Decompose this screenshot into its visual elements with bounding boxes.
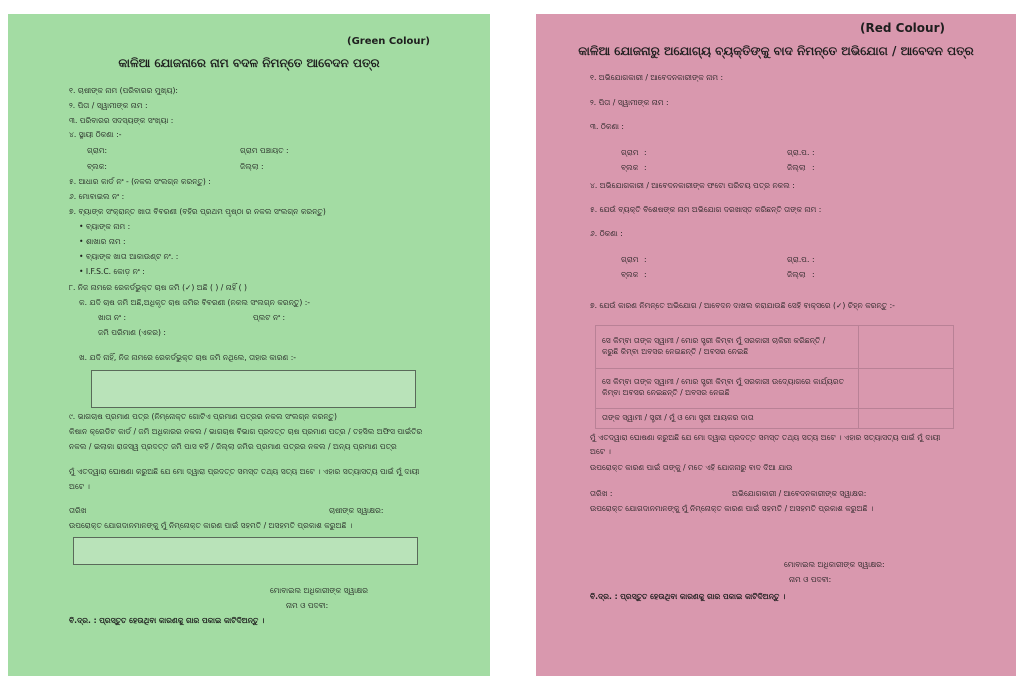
complainant-signature-field[interactable]: ଅଭିଯୋଗକାରୀ / ଆବେଦନକାରୀଙ୍କ ସ୍ୱାକ୍ଷର: <box>732 489 867 498</box>
district-field[interactable]: ଜିଲ୍ଲା : <box>240 162 264 171</box>
accused-gp-label: ଗ୍ରା.ପ. <box>787 255 810 264</box>
accused-block-label: ବ୍ଲକ <box>621 270 639 279</box>
complainant-gp-colon[interactable]: : <box>812 148 815 157</box>
red-declaration-line-2: ଅଟେ । <box>590 447 611 456</box>
accused-village-colon[interactable]: : <box>644 255 647 264</box>
officer-consent-line: ଉପରୋକ୍ତ ଯୋଗଦାନମାନଙ୍କୁ ମୁଁ ନିମ୍ନୋକ୍ତ କାରଣ ପାଇଁ ସହମତି / ଅସହମତି ପ୍ରକାଶ କରୁଅଛି । <box>69 521 353 530</box>
red-form-title: କାଳିଆ ଯୋଜନାରୁ ଅଯୋଗ୍ୟ ବ୍ୟକ୍ତିଙ୍କୁ ବାଦ ନିମନ୍ତେ ଅଭିଯୋଗ / ଆବେଦନ ପତ୍ର <box>578 44 974 58</box>
village-field[interactable]: ଗ୍ରାମ: <box>87 146 108 155</box>
red-complaint-form <box>536 14 1016 676</box>
accused-district-colon[interactable]: : <box>812 270 815 279</box>
accused-name-field[interactable]: ୫. ଯେଉଁ ବ୍ୟକ୍ତି ବିଶେଷଙ୍କ ନାମ ଅଭିଯୋଗ ଦରଖାସ୍ତ କରିଛନ୍ତି ତାଙ୍କ ନାମ : <box>590 205 822 214</box>
complainant-father-name-field[interactable]: ୨. ପିତା / ସ୍ୱାମୀଙ୍କ ନାମ : <box>590 98 669 107</box>
complainant-district-colon[interactable]: : <box>812 163 815 172</box>
ifsc-field[interactable]: • I.F.S.C. କୋଡ଼ ନଂ : <box>79 267 145 276</box>
red-officer-consent-line: ଉପରୋକ୍ତ ଯୋଗଦାନମାନଙ୍କୁ ମୁଁ ନିମ୍ନୋକ୍ତ କାରଣ ପାଇଁ ସହମତି / ଅସହମତି ପ୍ରକାଶ କରୁଅଛି । <box>590 504 874 513</box>
officer-remarks-box[interactable] <box>73 537 418 565</box>
green-footnote: ବି.ଦ୍ର. : ପ୍ରସ୍ତୁତ ହେଉଥିବା କାରଣକୁ ଗାର ପକାଇ କାଟିଦିଅନ୍ତୁ । <box>69 616 265 625</box>
red-footnote: ବି.ଦ୍ର. : ପ୍ରସ୍ତୁତ ହେଉଥିବା କାରଣକୁ ଗାର ପକାଇ କାଟିଦିଅନ୍ତୁ । <box>590 592 786 601</box>
complainant-village-colon[interactable]: : <box>644 148 647 157</box>
accused-village-label: ଗ୍ରାମ <box>621 255 639 264</box>
red-officer-name-designation-field[interactable]: ନାମ ଓ ପଦବୀ: <box>789 575 832 584</box>
red-date-field[interactable]: ତାରିଖ : <box>590 489 613 498</box>
reason-checkbox-govt-job[interactable] <box>859 326 953 368</box>
green-colour-label: (Green Colour) <box>347 36 431 47</box>
proof-options-line-1: କିଷାନ କ୍ରେଡିଟ କାର୍ଡ / ଜମି ଅଧିକାରର ନକଲ / ଭାଗଚାଷ ବିଭାଗ ପ୍ରଦତ୍ତ ଚାଷ ପ୍ରମାଣ ପତ୍ର / ତହସିଲ ଅଫିସ ପାଇଁତିର <box>69 427 423 436</box>
accused-address-label: ୬. ଠିକଣା : <box>590 229 623 238</box>
green-form-title: କାଳିଆ ଯୋଜନାରେ ନାମ ବଦଳ ନିମନ୍ତେ ଆବେଦନ ପତ୍ର <box>118 56 380 70</box>
complainant-gp-label: ଗ୍ରା.ପ. <box>787 148 810 157</box>
date-field[interactable]: ତାରିଖ <box>69 506 87 515</box>
farmer-name-field[interactable]: ୧. ଚାଷୀଙ୍କ ନାମ (ପରିବାରର ମୁଖ୍ୟ): <box>69 86 178 95</box>
aadhaar-field[interactable]: ୫. ଆଧାର କାର୍ଡ ନଂ - (ନକଲ ସଂଲଗ୍ନ କରନ୍ତୁ) : <box>69 177 211 186</box>
officer-signature-field[interactable]: ମୋବାଇଲ ଅଧିକାରୀଙ୍କ ସ୍ୱାକ୍ଷର <box>270 586 368 595</box>
account-number-field[interactable]: • ବ୍ୟାଙ୍କ ଖାତା ଆକାଉଣ୍ଟ ନଂ. : <box>79 252 179 261</box>
land-ownership-question[interactable]: ୮. ନିଜ ନାମରେ ରେକର୍ଡଭୁକ୍ତ ଚାଷ ଜମି (✓) ଅଛି ( ) / ନାହିଁ ( ) <box>69 283 248 292</box>
father-name-field[interactable]: ୨. ପିତା / ସ୍ୱାମୀଙ୍କ ନାମ : <box>69 101 148 110</box>
family-members-field[interactable]: ୩. ପରିବାରର ସଦସ୍ୟଙ୍କ ସଂଖ୍ୟା : <box>69 116 174 125</box>
reason-row-govt-job: ସେ କିମ୍ବା ତାଙ୍କ ସ୍ୱାମୀ / ମୋର ସ୍ତ୍ରୀ କିମ୍ବା ମୁଁ ସରକାରୀ ଚାକିରୀ କରିଛନ୍ତି / କରୁଛି କିମ୍ବା ଅବସର ନେଇଛନ୍ତି / ଅବସର ନେଇଛି <box>602 336 826 357</box>
complainant-address-label: ୩. ଠିକଣା : <box>590 122 624 131</box>
complainant-block-colon[interactable]: : <box>644 163 647 172</box>
complainant-district-label: ଜିଲ୍ଲା <box>787 163 806 172</box>
reason-row-govt-enterprise: ସେ କିମ୍ବା ତାଙ୍କ ସ୍ୱାମୀ / ମୋର ସ୍ତ୍ରୀ କିମ୍ବା ମୁଁ ସରକାରୀ ଉଦ୍ୟୋଗରେ କାର୍ଯ୍ୟରତ କିମ୍ବା ଅବସର ନେଇଛନ୍ତି / ଅବସର ନେଇଛି <box>602 377 845 398</box>
reasons-table <box>595 325 954 429</box>
reason-checkbox-govt-enterprise[interactable] <box>859 368 953 408</box>
reason-checkbox-income-tax[interactable] <box>859 408 953 428</box>
red-colour-label: (Red Colour) <box>860 21 945 35</box>
declaration-line-2: ଅଟେ । <box>69 482 90 491</box>
green-application-form <box>8 14 490 676</box>
bank-name-field[interactable]: • ବ୍ୟାଙ୍କ ନାମ : <box>79 222 131 231</box>
farmer-signature-field[interactable]: ଚାଷୀଙ୍କ ସ୍ୱାକ୍ଷର: <box>329 506 384 515</box>
branch-name-field[interactable]: • ଶାଖାର ନାମ : <box>79 237 126 246</box>
share-cropping-proof-label: ୯. ଭାଗଚାଷ ପ୍ରମାଣ ପତ୍ର (ନିମ୍ନୋକ୍ତ ଗୋଟିଏ ପ୍ରମାଣ ପତ୍ରର ନକଲ ସଂଲଗ୍ନ କରନ୍ତୁ) <box>69 412 337 421</box>
declaration-line-1: ମୁଁ ଏତଦ୍ୱାରା ଘୋଷଣା କରୁଅଛି ଯେ ମୋ ଦ୍ୱାରା ପ୍ରଦତ୍ତ ସମସ୍ତ ତଥ୍ୟ ସତ୍ୟ ଅଟେ । ଏହାର ସତ୍ୟାସତ୍ୟ ପାଇଁ ମୁଁ ଦାୟୀ <box>69 467 420 476</box>
land-details-label: କ. ଯଦି ଚାଷ ଜମି ଅଛି,ଅଧିକୃତ ଚାଷ ଜମିର ବିବରଣୀ (ନକଲ ସଂଲଗ୍ନ କରନ୍ତୁ) :- <box>79 298 311 307</box>
khata-number-field[interactable]: ଖାତା ନଂ : <box>98 313 127 322</box>
accused-district-label: ଜିଲ୍ଲା <box>787 270 806 279</box>
mobile-field[interactable]: ୬. ମୋବାଇଲ ନଂ : <box>69 192 125 201</box>
accused-gp-colon[interactable]: : <box>812 255 815 264</box>
land-area-field[interactable]: ଜମି ପରିମାଣ (ଏକର) : <box>98 328 166 337</box>
red-officer-signature-field[interactable]: ମୋବାଇଲ ଅଧିକାରୀଙ୍କ ସ୍ୱାକ୍ଷର: <box>784 560 885 569</box>
no-land-reason-box[interactable] <box>91 370 416 408</box>
complainant-block-label: ବ୍ଲକ <box>621 163 639 172</box>
reason-checkbox-label: ୭. ଯେଉଁ କାରଣ ନିମନ୍ତେ ଅଭିଯୋଗ / ଆବେଦନ ଦାଖଲ କରାଯାଉଛି ସେହି ବାକ୍ସରେ (✓) ଚିହ୍ନ କରନ୍ତୁ :- <box>590 301 895 310</box>
bank-details-label: ୭. ବ୍ୟାଙ୍କ ସଂକ୍ରାନ୍ତ ଖାତା ବିବରଣୀ (ବହିର ପ୍ରଥମ ପୃଷ୍ଠା ର ନକଲ ସଂଲଗ୍ନ କରନ୍ତୁ) <box>69 207 326 216</box>
address-label: ୪. ସ୍ଥାୟୀ ଠିକଣା :- <box>69 130 122 139</box>
officer-name-designation-field[interactable]: ନାମ ଓ ପଦବୀ: <box>286 601 329 610</box>
complainant-name-field[interactable]: ୧. ଅଭିଯୋଗକାରୀ / ଆବେଦନକାରୀଙ୍କ ନାମ : <box>590 73 724 82</box>
reason-row-income-tax: ତାଙ୍କ ସ୍ୱାମୀ / ସ୍ତ୍ରୀ / ମୁଁ ଓ ମୋ ସ୍ତ୍ରୀ ଆୟକର ଦାତା <box>602 413 754 422</box>
block-field[interactable]: ବ୍ଲକ: <box>87 162 107 171</box>
photo-id-field[interactable]: ୪. ଅଭିଯୋଗକାରୀ / ଆବେଦନକାରୀଙ୍କ ଫଟୋ ପରିଚୟ ପତ୍ର ନକଲ : <box>590 181 795 190</box>
complainant-village-label: ଗ୍ରାମ <box>621 148 639 157</box>
red-declaration-line-1: ମୁଁ ଏତଦ୍ୱାରା ଘୋଷଣା କରୁଅଛି ଯେ ମୋ ଦ୍ୱାରା ପ୍ରଦତ୍ତ ସମସ୍ତ ତଥ୍ୟ ସତ୍ୟ ଅଟେ । ଏହାର ସତ୍ୟାସତ୍ୟ ପାଇଁ ମୁଁ ଦାୟୀ <box>590 433 941 442</box>
exclusion-request-line: ଉପରୋକ୍ତ କାରଣ ପାଇଁ ତାଙ୍କୁ / ମତେ ଏହି ଯୋଜନାରୁ ବାଦ ଦିଆ ଯାଉ <box>590 463 793 472</box>
plot-number-field[interactable]: ପ୍ଲଟ ନଂ : <box>253 313 286 322</box>
panchayat-field[interactable]: ଗ୍ରାମ ପଞ୍ଚାୟତ : <box>240 146 289 155</box>
accused-block-colon[interactable]: : <box>644 270 647 279</box>
proof-options-line-2: ନକଲ / ଇଲାକା ରାଜସ୍ୱ ପ୍ରଦତ୍ତ ଜମି ପାସ ବହି / ଜିଲ୍ଲା ଜମିର ପ୍ରମାଣ ପତ୍ରର ନକଲ / ଅନ୍ୟ ପ୍ରମାଣ ପତ୍ର <box>69 442 397 451</box>
no-land-reason-label: ଖ. ଯଦି ନାହିଁ, ନିଜ ନାମରେ ରେକର୍ଡଭୁକ୍ତ ଚାଷ ଜମି ନଥିଲେ, ତାହାର କାରଣ :- <box>79 353 296 362</box>
